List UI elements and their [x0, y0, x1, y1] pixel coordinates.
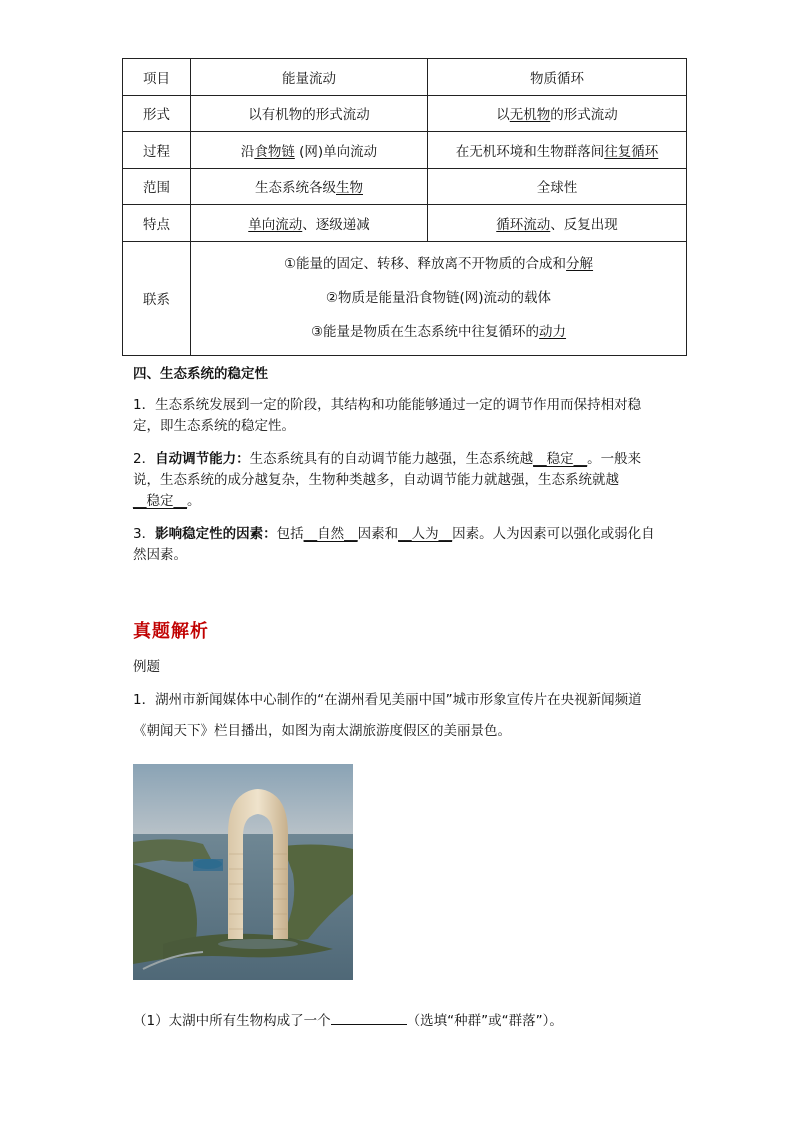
answer-blank[interactable]: [331, 1012, 407, 1025]
row-label: 过程: [123, 132, 191, 169]
paragraph-2: 2．自动调节能力：生态系统具有的自动调节能力越强，生态系统越__稳定__。一般来说，生态系统的成分越复杂，生物种类越多，自动调节能力就越强，生态系统就越__稳定__。: [133, 451, 642, 509]
paragraph-1: 1．生态系统发展到一定的阶段，其结构和功能能够通过一定的调节作用而保持相对稳定，即生态系统的稳定性。: [133, 397, 642, 434]
link-cell: [191, 241, 687, 355]
energy-cell: 生态系统各级生物: [191, 168, 428, 205]
comparison-table: [122, 58, 687, 356]
question-line-2: 《朝闻天下》栏目播出，如图为南太湖旅游度假区的美丽景色。: [133, 723, 511, 739]
question-line-1: 1．湖州市新闻媒体中心制作的“在湖州看见美丽中国”城市形象宣传片在央视新闻频道: [133, 692, 642, 708]
table-row: [123, 205, 687, 242]
table-header-row: [123, 59, 687, 96]
matter-cell: 在无机环境和生物群落间往复循环: [428, 132, 687, 169]
header-cell: 项目: [123, 59, 191, 96]
row-label: 联系: [123, 241, 191, 355]
energy-cell: 沿食物链 (网)单向流动: [191, 132, 428, 169]
matter-cell: 全球性: [428, 168, 687, 205]
table-row: [123, 95, 687, 132]
header-cell: 物质循环: [428, 59, 687, 96]
header-cell: 能量流动: [191, 59, 428, 96]
section-title: 四、生态系统的稳定性: [133, 366, 268, 382]
energy-cell: 单向流动、逐级递减: [191, 205, 428, 242]
matter-cell: 循环流动、反复出现: [428, 205, 687, 242]
link-line-2: ②物质是能量沿食物链(网)流动的载体: [325, 290, 552, 306]
row-label: 形式: [123, 95, 191, 132]
row-label: 范围: [123, 168, 191, 205]
paragraph-3: 3．影响稳定性的因素：包括__自然__因素和__人为__因素。人为因素可以强化或弱化自然因素。: [133, 526, 655, 563]
table-row: [123, 132, 687, 169]
row-label: 特点: [123, 205, 191, 242]
table-row-link: [123, 241, 687, 355]
matter-cell: 以无机物的形式流动: [428, 95, 687, 132]
lake-resort-photo: [133, 764, 353, 980]
example-label: 例题: [133, 659, 160, 675]
link-line-1: ①能量的固定、转移、释放离不开物质的合成和分解: [283, 256, 594, 272]
energy-cell: 以有机物的形式流动: [191, 95, 428, 132]
table-row: [123, 168, 687, 205]
exam-section-title: 真题解析: [133, 621, 209, 642]
sub-question-1: （1）太湖中所有生物构成了一个 （选填“种群”或“群落”）。: [133, 1013, 563, 1029]
link-line-3: ③能量是物质在生态系统中往复循环的动力: [310, 324, 567, 340]
